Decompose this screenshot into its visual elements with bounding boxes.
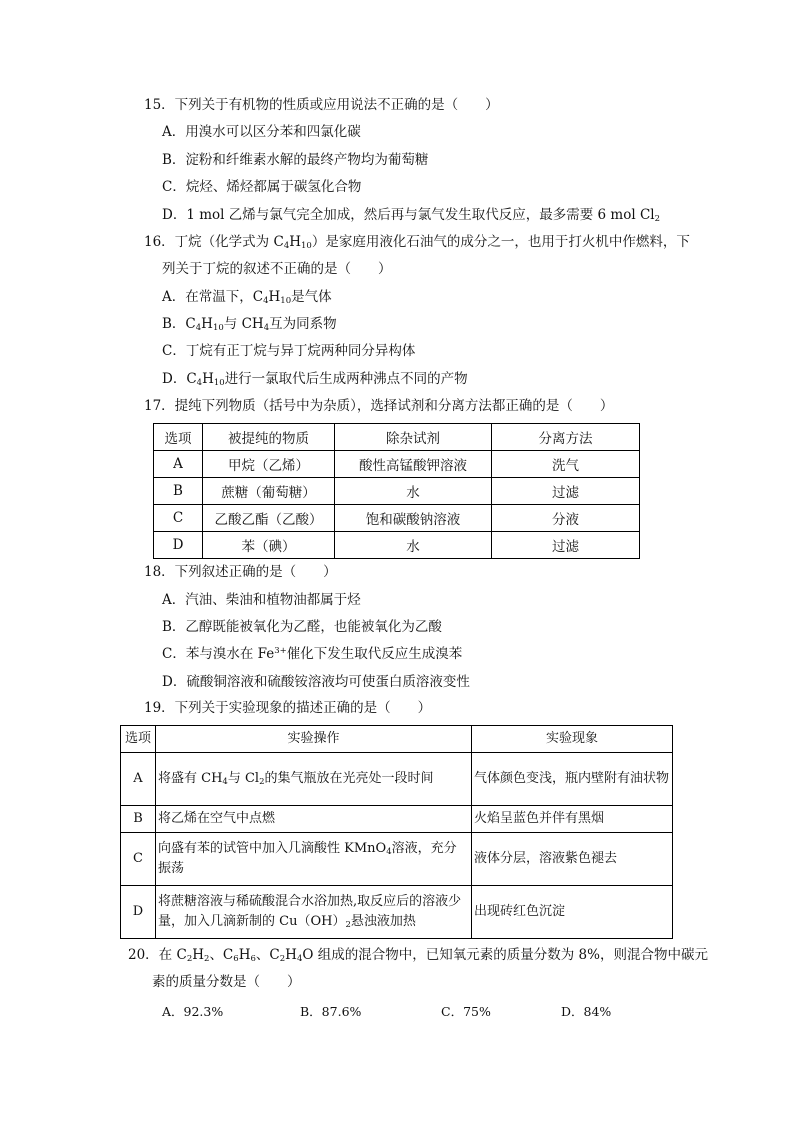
table-cell: 乙酸乙酯（乙酸） — [203, 505, 335, 532]
q16-option-b: B．$C_4H_{10}$与 $CH_4$互为同系物 — [162, 316, 337, 333]
table-cell: 将蔗糖溶液与稀硫酸混合水浴加热,取反应后的溶液少量，加入几滴新制的 $Cu(OH)_2$悬浊液加热 — [156, 886, 472, 939]
table-row — [121, 833, 673, 886]
q17-table — [153, 423, 640, 559]
table-cell: 出现砖红色沉淀 — [472, 886, 673, 939]
table-header-cell: 除杂试剂 — [335, 424, 492, 451]
table-row — [154, 505, 640, 532]
table-cell: D — [154, 532, 203, 559]
q17-stem: 17．提纯下列物质（括号中为杂质），选择试剂和分离方法都正确的是（ ） — [144, 398, 614, 414]
q18-stem: 18．下列叙述正确的是（ ） — [144, 564, 337, 580]
q15-option-b: B．淀粉和纤维素水解的最终产物均为葡萄糖 — [162, 152, 429, 168]
q16-stem: 16．丁烷（化学式为 $C_4H_{10}$）是家庭用液化石油气的成分之一，也用于打火机中作燃料，下 — [144, 234, 690, 251]
q16-option-d: D．$C_4H_{10}$进行一氯取代后生成两种沸点不同的产物 — [162, 371, 468, 388]
table-cell: 将盛有 $CH_4$与 $Cl_2$的集气瓶放在光亮处一段时间 — [156, 753, 472, 806]
table-cell: 向盛有苯的试管中加入几滴酸性 KMnO$_4$溶液，充分振荡 — [156, 833, 472, 886]
table-cell: 液体分层，溶液紫色褪去 — [472, 833, 673, 886]
q20-stem-cont: 素的质量分数是（ ） — [152, 974, 301, 990]
table-cell: 过滤 — [492, 532, 640, 559]
table-cell: 气体颜色变浅，瓶内壁附有油状物 — [472, 753, 673, 806]
q16-option-a: A．在常温下，$C_4H_{10}$是气体 — [162, 289, 332, 306]
q18-option-c: C．苯与溴水在 $Fe^{3+}$催化下发生取代反应生成溴苯 — [162, 646, 463, 662]
table-header-cell: 选项 — [121, 726, 156, 753]
q19-table — [120, 725, 673, 939]
table-row — [121, 753, 673, 806]
q15-option-d: D．1 mol 乙烯与氯气完全加成，然后再与氯气发生取代反应，最多需要 6 mol $Cl_2$ — [162, 207, 661, 224]
table-cell: B — [154, 478, 203, 505]
q20-option-b: B．87.6% — [300, 1004, 362, 1019]
table-cell: 火焰呈蓝色并伴有黑烟 — [472, 806, 673, 833]
table-cell: 水 — [335, 478, 492, 505]
q16-option-c: C．丁烷有正丁烷与异丁烷两种同分异构体 — [162, 343, 416, 359]
q18-option-a: A．汽油、柴油和植物油都属于烃 — [162, 592, 361, 608]
q19-stem: 19．下列关于实验现象的描述正确的是（ ） — [144, 700, 432, 716]
table-cell: 将乙烯在空气中点燃 — [156, 806, 472, 833]
q18-option-d: D．硫酸铜溶液和硫酸铵溶液均可使蛋白质溶液变性 — [162, 674, 470, 690]
table-cell: A — [121, 753, 156, 806]
table-cell: C — [121, 833, 156, 886]
table-row — [121, 806, 673, 833]
table-cell: 苯（碘） — [203, 532, 335, 559]
table-cell: 水 — [335, 532, 492, 559]
table-cell: 甲烷（乙烯） — [203, 451, 335, 478]
table-cell: C — [154, 505, 203, 532]
table-header-cell: 被提纯的物质 — [203, 424, 335, 451]
table-row — [154, 478, 640, 505]
q16-stem-cont: 列关于丁烷的叙述不正确的是（ ） — [162, 261, 392, 277]
table-header-cell: 分离方法 — [492, 424, 640, 451]
table-cell: 酸性高锰酸钾溶液 — [335, 451, 492, 478]
table-cell: 过滤 — [492, 478, 640, 505]
table-row — [121, 886, 673, 939]
q15-stem: 15．下列关于有机物的性质或应用说法不正确的是（ ） — [144, 97, 499, 113]
q15-option-c: C．烷烃、烯烃都属于碳氢化合物 — [162, 179, 362, 195]
table-header-row — [121, 726, 673, 753]
table-cell: B — [121, 806, 156, 833]
q20-stem: 20．在 $C_2H_2$、$C_6H_6$、$C_2H_4O$ 组成的混合物中，已知氧元素的质量分数为 8%，则混合物中碳元 — [128, 947, 708, 964]
table-cell: A — [154, 451, 203, 478]
table-header-cell: 选项 — [154, 424, 203, 451]
table-cell: 蔗糖（葡萄糖） — [203, 478, 335, 505]
table-row — [154, 532, 640, 559]
q15-option-a: A．用溴水可以区分苯和四氯化碳 — [162, 124, 361, 140]
q20-option-a: A．92.3% — [162, 1004, 224, 1019]
q20-option-c: C．75% — [441, 1004, 491, 1019]
q18-option-b: B．乙醇既能被氧化为乙醛，也能被氧化为乙酸 — [162, 619, 442, 635]
q20-option-d: D．84% — [561, 1004, 612, 1019]
table-header-row — [154, 424, 640, 451]
table-cell: D — [121, 886, 156, 939]
table-cell: 洗气 — [492, 451, 640, 478]
table-cell: 分液 — [492, 505, 640, 532]
table-cell: 饱和碳酸钠溶液 — [335, 505, 492, 532]
table-header-cell: 实验现象 — [472, 726, 673, 753]
table-header-cell: 实验操作 — [156, 726, 472, 753]
table-row — [154, 451, 640, 478]
